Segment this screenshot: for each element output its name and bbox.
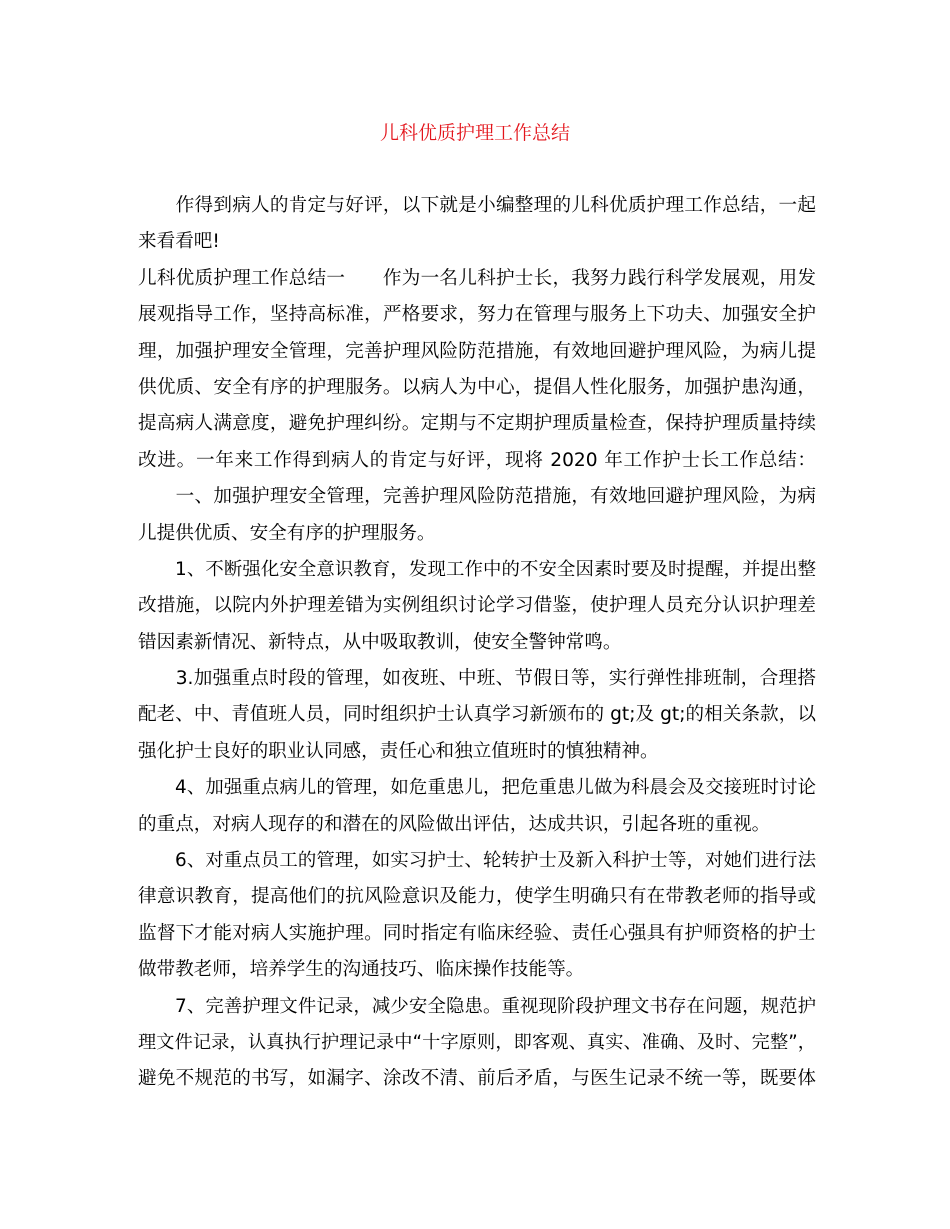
body-line: 避免不规范的书写，如漏字、涂改不清、前后矛盾，与医生记录不统一等，既要体 <box>138 1068 816 1090</box>
body-line: 4、加强重点病儿的管理，如危重患儿，把危重患儿做为科晨会及交接班时讨论 <box>138 777 816 799</box>
body-line: 儿科优质护理工作总结一 作为一名儿科护士长，我努力践行科学发展观，用发 <box>138 267 816 289</box>
body-line: 供优质、安全有序的护理服务。以病人为中心，提倡人性化服务，加强护患沟通， <box>138 376 816 398</box>
body-line: 律意识教育，提高他们的抗风险意识及能力，使学生明确只有在带教老师的指导或 <box>138 886 816 908</box>
body-line: 3.加强重点时段的管理，如夜班、中班、节假日等，实行弹性排班制，合理搭 <box>138 668 816 690</box>
body-line: 的重点，对病人现存的和潜在的风险做出评估，达成共识，引起各班的重视。 <box>138 813 771 835</box>
document-body <box>138 188 816 1098</box>
body-line: 配老、中、青值班人员，同时组织护士认真学习新颁布的 gt;及 gt;的相关条款，以 <box>138 704 816 726</box>
body-line: 6、对重点员工的管理，如实习护士、轮转护士及新入科护士等，对她们进行法 <box>138 850 816 872</box>
body-line: 一、加强护理安全管理，完善护理风险防范措施，有效地回避护理风险，为病 <box>138 486 816 508</box>
body-line: 监督下才能对病人实施护理。同时指定有临床经验、责任心强具有护师资格的护士 <box>138 922 816 944</box>
body-line: 改进。一年来工作得到病人的肯定与好评，现将 2020 年工作护士长工作总结： <box>138 449 816 471</box>
body-line: 来看看吧! <box>138 231 220 253</box>
body-line: 错因素新情况、新特点，从中吸取教训，使安全警钟常鸣。 <box>138 631 622 653</box>
body-line: 7、完善护理文件记录，减少安全隐患。重视现阶段护理文书存在问题，规范护 <box>138 995 816 1017</box>
body-line: 儿提供优质、安全有序的护理服务。 <box>138 522 436 544</box>
body-line: 改措施，以院内外护理差错为实例组织讨论学习借鉴，使护理人员充分认识护理差 <box>138 595 816 617</box>
body-line: 做带教老师，培养学生的沟通技巧、临床操作技能等。 <box>138 959 585 981</box>
body-line: 理，加强护理安全管理，完善护理风险防范措施，有效地回避护理风险，为病儿提 <box>138 340 816 362</box>
body-line: 提高病人满意度，避免护理纠纷。定期与不定期护理质量检查，保持护理质量持续 <box>138 413 816 435</box>
document-title: 儿科优质护理工作总结 <box>379 122 570 144</box>
body-line: 理文件记录，认真执行护理记录中“十字原则，即客观、真实、准确、及时、完整”， <box>138 1031 816 1053</box>
body-line: 1、不断强化安全意识教育，发现工作中的不安全因素时要及时提醒，并提出整 <box>138 558 816 580</box>
body-line: 强化护士良好的职业认同感，责任心和独立值班时的慎独精神。 <box>138 740 659 762</box>
body-line: 展观指导工作，坚持高标准，严格要求，努力在管理与服务上下功夫、加强安全护 <box>138 304 816 326</box>
body-line: 作得到病人的肯定与好评，以下就是小编整理的儿科优质护理工作总结，一起 <box>138 195 816 216</box>
